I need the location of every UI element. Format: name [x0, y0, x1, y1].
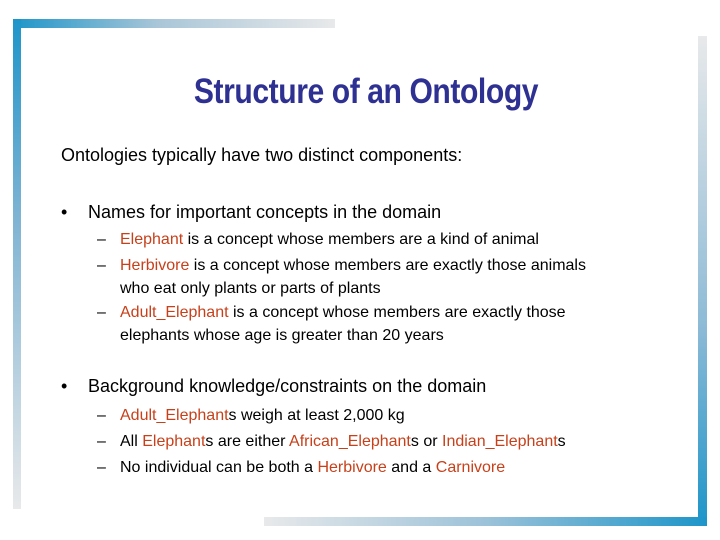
sub-item [97, 456, 505, 479]
dash-marker: – [97, 304, 106, 321]
frame-left-bar [13, 19, 21, 509]
sub-text-cont: who eat only plants or parts of plants [120, 280, 381, 297]
concept-term: African_Elephant [289, 433, 411, 450]
concept-term: Adult_Elephant [120, 304, 229, 321]
sub-text: All [120, 433, 143, 450]
intro-text: Ontologies typically have two distinct components: [61, 145, 463, 165]
concept-term: Adult_Elephant [120, 407, 229, 424]
concept-term: Indian_Elephant [442, 433, 558, 450]
slide-title: Structure of an Ontology [193, 72, 539, 111]
sub-text: s [557, 433, 566, 450]
bullet-marker: • [61, 376, 68, 396]
bullet-background [61, 376, 486, 397]
dash-marker: – [97, 257, 106, 274]
bullet-label: Background knowledge/constraints on the domain [88, 376, 487, 396]
concept-term: Herbivore [120, 257, 190, 274]
concept-term: Elephant [120, 231, 184, 248]
frame-bottom-bar [264, 517, 707, 526]
frame-top-bar [13, 19, 335, 28]
sub-item [97, 404, 405, 427]
sub-text: is a concept whose members are exactly those [228, 304, 566, 321]
sub-text: is a concept whose members are exactly those animals [189, 257, 586, 274]
sub-item [97, 301, 566, 347]
bullet-marker: • [61, 202, 68, 222]
sub-item [97, 430, 566, 453]
sub-text: No individual can be both a [120, 459, 318, 476]
bullet-label: Names for important concepts in the domain [88, 202, 442, 222]
sub-text: and a [386, 459, 436, 476]
concept-term: Elephant [142, 433, 206, 450]
concept-term: Carnivore [435, 459, 506, 476]
sub-text: s or [410, 433, 442, 450]
dash-marker: – [97, 433, 106, 450]
sub-item [97, 228, 539, 251]
bullet-names [61, 202, 441, 223]
sub-text: is a concept whose members are a kind of animal [183, 231, 539, 248]
sub-text: s weigh at least 2,000 kg [228, 407, 405, 424]
dash-marker: – [97, 459, 106, 476]
sub-text: s are either [205, 433, 290, 450]
sub-item [97, 254, 586, 300]
concept-term: Herbivore [317, 459, 387, 476]
frame-right-bar [698, 36, 707, 525]
dash-marker: – [97, 231, 106, 248]
sub-text-cont: elephants whose age is greater than 20 years [120, 327, 444, 344]
dash-marker: – [97, 407, 106, 424]
